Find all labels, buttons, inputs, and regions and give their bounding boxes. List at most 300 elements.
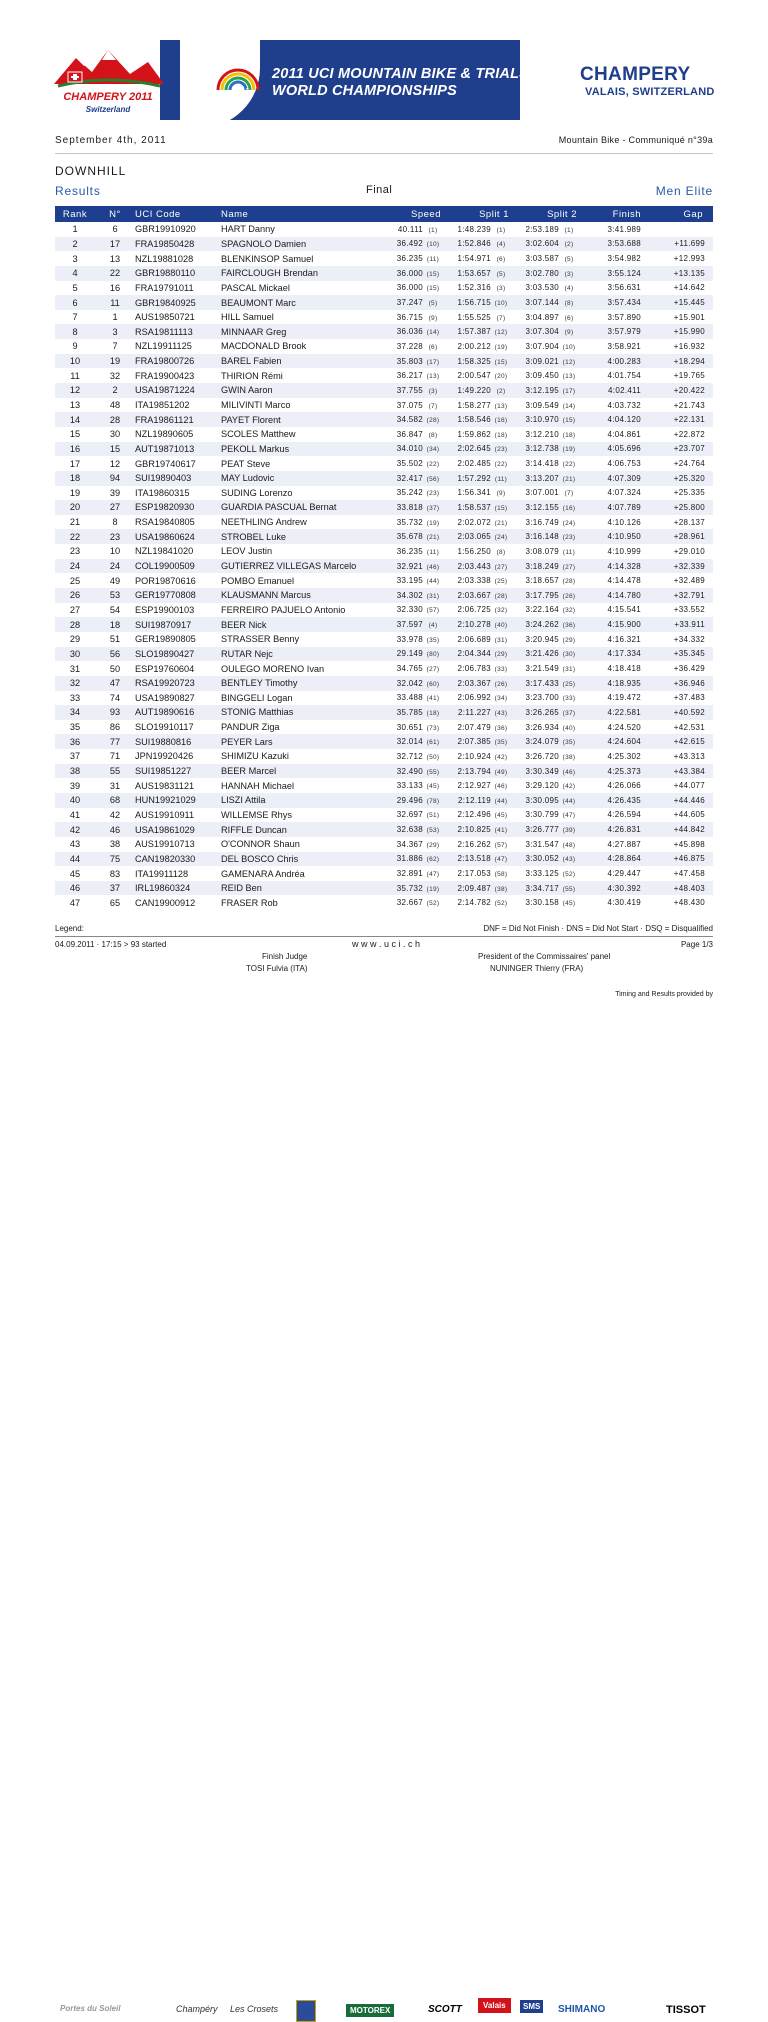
gap-cell: +48.430 bbox=[673, 898, 705, 908]
split2-cell bbox=[515, 676, 583, 691]
bib-number-cell: 18 bbox=[95, 617, 135, 632]
sponsor-scott: SCOTT bbox=[428, 2004, 462, 2015]
uci-code-cell: SUI19851227 bbox=[135, 764, 221, 779]
split1-cell-value: 2:06.992 bbox=[457, 693, 491, 703]
header-divider bbox=[55, 153, 713, 154]
split1-cell-value: 1:56.250 bbox=[457, 546, 491, 556]
split2-cell bbox=[515, 544, 583, 559]
finish-time-cell: 4:26.066 bbox=[607, 781, 641, 791]
table-row bbox=[55, 866, 713, 881]
split1-cell bbox=[447, 881, 515, 896]
sponsor-shimano: SHIMANO bbox=[558, 2004, 606, 2015]
split2-cell bbox=[515, 617, 583, 632]
speed-cell-value: 35.678 bbox=[396, 532, 423, 542]
split2-cell-position: (47) bbox=[562, 812, 576, 820]
split2-cell-value: 3:12.195 bbox=[525, 385, 559, 395]
bib-number-cell: 23 bbox=[95, 529, 135, 544]
split1-cell-position: (58) bbox=[494, 871, 508, 878]
speed-cell-position: (5) bbox=[428, 300, 438, 308]
bib-number-cell: 27 bbox=[95, 500, 135, 515]
split2-cell-position: (52) bbox=[562, 871, 576, 878]
rank-cell: 3 bbox=[72, 253, 78, 264]
col-split2: Split 2 bbox=[515, 206, 583, 222]
rider-name-cell: GAMENARA Andréa bbox=[221, 868, 305, 879]
uci-code-cell: HUN19921029 bbox=[135, 793, 221, 808]
table-row bbox=[55, 295, 713, 310]
split1-cell bbox=[447, 705, 515, 720]
finish-time-cell: 3:56.631 bbox=[607, 283, 641, 293]
rider-name-cell: BEER Nick bbox=[221, 617, 371, 632]
split1-cell-value: 2:06.783 bbox=[457, 664, 491, 674]
rider-name-cell: MINNAAR Greg bbox=[221, 324, 371, 339]
split1-cell-position: (27) bbox=[494, 563, 508, 571]
split1-cell-value: 2:00.547 bbox=[457, 371, 491, 381]
col-split1: Split 1 bbox=[447, 206, 515, 222]
split2-cell-value: 3:09.549 bbox=[525, 400, 559, 410]
split1-cell bbox=[447, 310, 515, 325]
finish-time-cell: 3:57.890 bbox=[607, 312, 641, 322]
split2-cell-value: 3:30.799 bbox=[525, 810, 559, 820]
gap-cell: +32.791 bbox=[647, 588, 713, 603]
rider-name-cell: RIFFLE Duncan bbox=[221, 822, 371, 837]
venue-name: CHAMPERY bbox=[580, 64, 691, 85]
table-row bbox=[55, 354, 713, 369]
split1-cell bbox=[447, 866, 515, 881]
split2-cell bbox=[515, 778, 583, 793]
speed-cell-value: 31.886 bbox=[396, 854, 423, 864]
split2-cell bbox=[515, 808, 583, 823]
col-uci-code: UCI Code bbox=[135, 206, 221, 222]
round-label: Final bbox=[366, 184, 393, 196]
rank-cell: 46 bbox=[55, 881, 95, 896]
split1-cell-value: 1:52.846 bbox=[457, 239, 491, 249]
rank-cell: 6 bbox=[55, 295, 95, 310]
speed-cell-value: 35.242 bbox=[396, 488, 423, 498]
rank-cell: 14 bbox=[55, 412, 95, 427]
split1-cell-position: (43) bbox=[494, 709, 508, 717]
speed-cell-position: (14) bbox=[426, 329, 440, 337]
table-row bbox=[55, 881, 713, 896]
split1-cell-position: (7) bbox=[496, 314, 506, 322]
split1-cell-value: 2:07.385 bbox=[457, 737, 491, 747]
speed-cell-position: (23) bbox=[426, 490, 440, 498]
speed-cell-position: (34) bbox=[426, 446, 440, 454]
speed-cell-position: (15) bbox=[426, 285, 440, 293]
finish-time-cell: 4:30.419 bbox=[607, 898, 641, 908]
split2-cell-value: 3:31.547 bbox=[525, 839, 559, 849]
split2-cell-position: (37) bbox=[562, 709, 576, 717]
rank-cell: 25 bbox=[69, 575, 81, 586]
split1-cell-position: (6) bbox=[496, 256, 506, 264]
speed-cell-value: 33.818 bbox=[396, 502, 423, 512]
finish-judge-name: TOSI Fulvia (ITA) bbox=[246, 964, 308, 973]
rank-cell: 33 bbox=[69, 692, 81, 703]
rank-cell: 1 bbox=[72, 224, 78, 235]
gap-cell: +15.445 bbox=[647, 295, 713, 310]
split2-cell-position: (40) bbox=[562, 724, 576, 732]
split2-cell bbox=[515, 852, 583, 867]
speed-cell-position: (35) bbox=[426, 636, 440, 644]
split1-cell-position: (49) bbox=[494, 768, 508, 776]
split2-cell-position: (36) bbox=[562, 622, 576, 630]
champery-event-logo bbox=[48, 44, 168, 116]
speed-cell bbox=[371, 808, 447, 823]
split1-cell-position: (9) bbox=[496, 490, 506, 498]
championship-title-line2: WORLD CHAMPIONSHIPS bbox=[272, 83, 458, 99]
split1-cell-position: (31) bbox=[494, 636, 508, 644]
speed-cell-value: 36.847 bbox=[396, 429, 423, 439]
split2-cell-position: (39) bbox=[562, 827, 576, 835]
results-label: Results bbox=[55, 184, 101, 198]
split1-cell-position: (24) bbox=[494, 534, 508, 542]
bib-number-cell: 10 bbox=[109, 546, 121, 557]
gap-cell: +44.077 bbox=[673, 781, 705, 791]
president-title: President of the Commissaires' panel bbox=[478, 952, 611, 961]
finish-time-cell: 4:14.780 bbox=[583, 588, 647, 603]
split1-cell-position: (11) bbox=[494, 475, 508, 483]
split2-cell-position: (17) bbox=[562, 387, 576, 395]
split1-cell-position: (45) bbox=[494, 812, 508, 820]
split2-cell bbox=[515, 691, 583, 706]
speed-cell bbox=[371, 866, 447, 881]
split2-cell bbox=[515, 281, 583, 296]
speed-cell bbox=[371, 881, 447, 896]
finish-time-cell: 4:04.120 bbox=[583, 412, 647, 427]
rank-cell: 19 bbox=[69, 487, 81, 498]
split1-cell-position: (40) bbox=[494, 622, 508, 630]
speed-cell-value: 36.000 bbox=[396, 268, 423, 278]
bib-number-cell: 19 bbox=[95, 354, 135, 369]
split2-cell-position: (33) bbox=[562, 695, 576, 703]
split2-cell-value: 3:07.144 bbox=[525, 298, 559, 308]
split1-cell-position: (26) bbox=[494, 680, 508, 688]
speed-cell-value: 32.712 bbox=[396, 751, 423, 761]
split1-cell bbox=[447, 764, 515, 779]
split1-cell-position: (5) bbox=[496, 270, 506, 278]
split1-cell bbox=[447, 529, 515, 544]
speed-cell-position: (53) bbox=[426, 827, 440, 835]
finish-time-cell: 4:01.754 bbox=[607, 371, 641, 381]
split2-cell-value: 3:26.265 bbox=[525, 707, 559, 717]
uci-code-cell: USA19890827 bbox=[135, 692, 195, 703]
rank-cell: 28 bbox=[55, 617, 95, 632]
split1-cell bbox=[447, 398, 515, 413]
split2-cell bbox=[515, 822, 583, 837]
split1-cell-value: 2:17.053 bbox=[457, 869, 491, 878]
split1-cell bbox=[447, 324, 515, 339]
split1-cell-value: 1:53.657 bbox=[457, 268, 491, 278]
speed-cell-value: 33.133 bbox=[396, 781, 423, 791]
split1-cell-position: (16) bbox=[494, 417, 508, 425]
sponsor-crest-icon bbox=[296, 2000, 316, 2022]
split2-cell-value: 3:20.945 bbox=[525, 634, 559, 644]
split2-cell-value: 3:07.304 bbox=[525, 327, 559, 337]
col-finish: Finish bbox=[583, 206, 647, 222]
bib-number-cell: 86 bbox=[109, 722, 121, 733]
finish-time-cell: 3:41.989 bbox=[607, 224, 641, 234]
speed-cell-position: (45) bbox=[426, 783, 440, 791]
bib-number-cell: 54 bbox=[109, 604, 121, 615]
split1-cell-value: 1:56.341 bbox=[457, 488, 491, 498]
speed-cell bbox=[371, 822, 447, 837]
speed-cell bbox=[371, 383, 447, 398]
speed-cell-position: (3) bbox=[428, 387, 438, 395]
table-row bbox=[55, 808, 713, 823]
split1-cell-value: 2:03.065 bbox=[457, 532, 491, 542]
discipline-title: DOWNHILL bbox=[55, 164, 127, 178]
split1-cell bbox=[447, 295, 515, 310]
split2-cell-position: (29) bbox=[562, 636, 576, 644]
table-row bbox=[55, 222, 713, 237]
bib-number-cell: 47 bbox=[95, 676, 135, 691]
split1-cell bbox=[447, 661, 515, 676]
split2-cell-value: 3:12.155 bbox=[525, 502, 559, 512]
finish-time-cell: 4:18.418 bbox=[607, 664, 641, 674]
speed-cell-value: 29.149 bbox=[396, 649, 423, 659]
speed-cell bbox=[371, 310, 447, 325]
split1-cell-value: 2:12.496 bbox=[457, 810, 491, 820]
bib-number-cell: 71 bbox=[109, 751, 121, 762]
split2-cell bbox=[515, 324, 583, 339]
split2-cell-position: (15) bbox=[562, 417, 576, 425]
split2-cell-value: 3:30.095 bbox=[525, 795, 559, 805]
split2-cell bbox=[515, 398, 583, 413]
uci-code-cell: GER19890805 bbox=[135, 634, 196, 645]
split2-cell-position: (16) bbox=[562, 504, 576, 512]
rank-cell: 35 bbox=[69, 722, 81, 733]
uci-code-cell: FRA19900423 bbox=[135, 370, 195, 381]
split2-cell-value: 3:34.717 bbox=[525, 883, 559, 893]
table-row bbox=[55, 383, 713, 398]
gap-cell: +47.458 bbox=[673, 869, 705, 878]
bib-number-cell: 3 bbox=[95, 324, 135, 339]
header-banner bbox=[0, 0, 768, 128]
gap-cell: +33.552 bbox=[673, 605, 705, 615]
split2-cell-position: (27) bbox=[562, 563, 576, 571]
table-row bbox=[55, 544, 713, 559]
table-row bbox=[55, 486, 713, 501]
split1-cell-position: (38) bbox=[494, 885, 508, 893]
speed-cell-value: 35.502 bbox=[396, 459, 423, 469]
speed-cell bbox=[371, 895, 447, 910]
split2-cell bbox=[515, 266, 583, 281]
rank-cell: 29 bbox=[69, 634, 81, 645]
speed-cell bbox=[371, 222, 447, 237]
sponsor-motorex: MOTOREX bbox=[346, 2004, 394, 2017]
uci-code-cell: SLO19890427 bbox=[135, 647, 221, 662]
split2-cell-position: (55) bbox=[562, 885, 576, 893]
sponsor-valais: Valais bbox=[478, 1998, 511, 2013]
bib-number-cell: 11 bbox=[95, 295, 135, 310]
table-row bbox=[55, 734, 713, 749]
split1-cell bbox=[447, 852, 515, 867]
gap-cell bbox=[647, 222, 713, 237]
split2-cell-position: (7) bbox=[564, 490, 574, 498]
speed-cell bbox=[371, 544, 447, 559]
split1-cell bbox=[447, 749, 515, 764]
sponsor-champery: Champéry bbox=[176, 2004, 218, 2014]
finish-time-cell: 4:07.789 bbox=[583, 500, 647, 515]
finish-time-cell: 3:57.434 bbox=[583, 295, 647, 310]
finish-time-cell: 4:25.302 bbox=[607, 751, 641, 761]
speed-cell-position: (37) bbox=[426, 504, 440, 512]
rank-cell: 27 bbox=[69, 604, 81, 615]
finish-time-cell: 4:03.732 bbox=[607, 400, 641, 410]
speed-cell-value: 34.010 bbox=[396, 444, 423, 454]
timing-provider-label: Timing and Results provided by bbox=[615, 991, 713, 998]
split1-cell-value: 1:48.239 bbox=[457, 224, 491, 234]
rank-cell: 34 bbox=[55, 705, 95, 720]
rank-cell: 44 bbox=[55, 852, 95, 867]
split1-cell bbox=[447, 720, 515, 735]
split1-cell bbox=[447, 237, 515, 252]
gap-cell: +24.764 bbox=[673, 459, 705, 469]
uci-code-cell: COL19900509 bbox=[135, 559, 221, 574]
uci-code-cell: GBR19910920 bbox=[135, 224, 196, 235]
gap-cell: +29.010 bbox=[673, 546, 705, 556]
gap-cell: +12.993 bbox=[673, 254, 705, 264]
split2-cell-value: 3:33.125 bbox=[525, 869, 559, 878]
split2-cell-position: (13) bbox=[562, 373, 576, 381]
speed-cell-position: (47) bbox=[426, 871, 440, 878]
split1-cell-value: 2:14.782 bbox=[457, 898, 491, 908]
bib-number-cell: 12 bbox=[109, 458, 121, 469]
finish-time-cell: 4:26.831 bbox=[583, 822, 647, 837]
finish-time-cell: 4:26.435 bbox=[583, 793, 647, 808]
split2-cell bbox=[515, 383, 583, 398]
split1-cell-value: 2:13.794 bbox=[457, 766, 491, 776]
rank-cell: 15 bbox=[69, 429, 81, 440]
finish-time-cell: 4:14.328 bbox=[583, 559, 647, 574]
bib-number-cell: 93 bbox=[95, 705, 135, 720]
split1-cell-value: 2:03.338 bbox=[457, 576, 491, 586]
rank-cell: 8 bbox=[55, 324, 95, 339]
bib-number-cell: 17 bbox=[95, 237, 135, 252]
split1-cell bbox=[447, 778, 515, 793]
split1-cell-value: 2:02.485 bbox=[457, 459, 491, 469]
finish-time-cell: 4:10.950 bbox=[583, 529, 647, 544]
speed-cell-value: 37.228 bbox=[396, 341, 423, 351]
split2-cell-value: 3:02.604 bbox=[525, 239, 559, 249]
uci-code-cell: ESP19820930 bbox=[135, 500, 221, 515]
bib-number-cell: 75 bbox=[95, 852, 135, 867]
speed-cell-position: (41) bbox=[426, 695, 440, 703]
speed-cell bbox=[371, 500, 447, 515]
split2-cell bbox=[515, 720, 583, 735]
split2-cell-position: (24) bbox=[562, 519, 576, 527]
speed-cell bbox=[371, 398, 447, 413]
rider-name-cell: RUTAR Nejc bbox=[221, 647, 371, 662]
finish-time-cell: 4:24.604 bbox=[583, 734, 647, 749]
split1-cell-value: 1:55.525 bbox=[457, 312, 491, 322]
gap-cell: +25.800 bbox=[647, 500, 713, 515]
speed-cell-position: (46) bbox=[426, 563, 440, 571]
table-row bbox=[55, 427, 713, 442]
event-logo-sub: Switzerland bbox=[85, 105, 131, 114]
gap-cell: +32.339 bbox=[647, 559, 713, 574]
speed-cell-value: 36.235 bbox=[396, 254, 423, 264]
split1-cell bbox=[447, 383, 515, 398]
uci-code-cell: CAN19820330 bbox=[135, 852, 221, 867]
gap-cell: +42.531 bbox=[673, 722, 705, 732]
split1-cell-position: (28) bbox=[494, 592, 508, 600]
championship-title-line1: 2011 UCI MOUNTAIN BIKE & TRIALS bbox=[272, 66, 530, 82]
split2-cell-position: (45) bbox=[562, 900, 576, 908]
split1-cell-position: (44) bbox=[494, 797, 508, 805]
rider-name-cell: BEER Marcel bbox=[221, 764, 371, 779]
rider-name-cell: PEYER Lars bbox=[221, 734, 371, 749]
speed-cell-position: (19) bbox=[426, 519, 440, 527]
bib-number-cell: 48 bbox=[109, 400, 121, 410]
speed-cell bbox=[371, 442, 447, 457]
split2-cell bbox=[515, 310, 583, 325]
table-row bbox=[55, 368, 713, 383]
split2-cell-position: (21) bbox=[562, 475, 576, 483]
split1-cell-value: 2:02.645 bbox=[457, 444, 491, 454]
rider-name-cell: NEETHLING Andrew bbox=[221, 517, 307, 528]
bib-number-cell: 50 bbox=[109, 663, 121, 674]
uci-code-cell: NZL19881028 bbox=[135, 253, 194, 264]
split2-cell bbox=[515, 251, 583, 266]
speed-cell-value: 36.217 bbox=[396, 371, 423, 381]
rank-cell: 36 bbox=[55, 734, 95, 749]
uci-code-cell: GBR19740617 bbox=[135, 458, 196, 469]
speed-cell-value: 33.488 bbox=[396, 693, 423, 703]
split2-cell-value: 3:02.780 bbox=[525, 268, 559, 278]
split1-cell bbox=[447, 456, 515, 471]
split2-cell-position: (23) bbox=[562, 534, 576, 542]
gap-cell: +43.313 bbox=[673, 751, 705, 761]
finish-time-cell: 4:16.321 bbox=[607, 634, 641, 644]
uci-code-cell: RSA19920723 bbox=[135, 676, 221, 691]
footer-website[interactable]: w w w . u c i . c h bbox=[352, 939, 421, 949]
uci-code-cell: SUI19880816 bbox=[135, 734, 221, 749]
split1-cell-value: 1:58.537 bbox=[457, 502, 491, 512]
rider-name-cell: PANDUR Ziga bbox=[221, 722, 280, 733]
speed-cell-position: (18) bbox=[426, 709, 440, 717]
rank-cell: 41 bbox=[69, 809, 81, 820]
rider-name-cell: BLENKINSOP Samuel bbox=[221, 253, 314, 264]
speed-cell bbox=[371, 573, 447, 588]
split1-cell bbox=[447, 515, 515, 530]
championship-title bbox=[272, 66, 529, 100]
speed-cell bbox=[371, 339, 447, 354]
uci-code-cell: GBR19840925 bbox=[135, 295, 221, 310]
split2-cell bbox=[515, 295, 583, 310]
gap-cell: +35.345 bbox=[647, 647, 713, 662]
rider-name-cell: SHIMIZU Kazuki bbox=[221, 751, 289, 762]
split1-cell-value: 2:13.518 bbox=[457, 854, 491, 864]
split1-cell-position: (36) bbox=[494, 724, 508, 732]
table-row bbox=[55, 647, 713, 662]
bib-number-cell: 74 bbox=[109, 692, 121, 703]
rider-name-cell: STRASSER Benny bbox=[221, 634, 300, 645]
speed-cell-position: (7) bbox=[428, 402, 438, 410]
speed-cell-position: (8) bbox=[428, 431, 438, 439]
table-row bbox=[55, 822, 713, 837]
split2-cell bbox=[515, 632, 583, 647]
speed-cell bbox=[371, 486, 447, 501]
speed-cell bbox=[371, 368, 447, 383]
table-row bbox=[55, 529, 713, 544]
split2-cell-value: 2:53.189 bbox=[525, 224, 559, 234]
split1-cell bbox=[447, 486, 515, 501]
split2-cell bbox=[515, 573, 583, 588]
rider-name-cell: KLAUSMANN Marcus bbox=[221, 588, 371, 603]
bib-number-cell: 28 bbox=[95, 412, 135, 427]
gap-cell: +11.699 bbox=[647, 237, 713, 252]
bib-number-cell: 8 bbox=[112, 517, 118, 528]
